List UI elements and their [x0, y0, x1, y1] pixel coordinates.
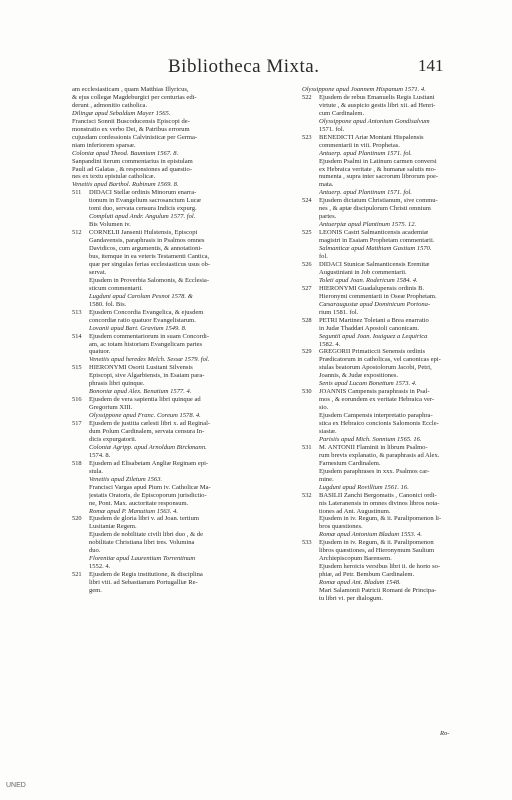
entry-line: Ejusdem de Regis institutione, & disciplina	[89, 571, 203, 579]
entry-line: M. ANTONII Flaminii in librum Psalmo-	[319, 443, 428, 451]
entry-line: 1582. 4.	[319, 340, 341, 348]
entry-line: rum brevis explanatio, & paraphrasis ad Alex.	[319, 451, 440, 459]
entry-line: LEONIS Castri Salmanticensis academiæ	[319, 229, 429, 237]
catalog-entry	[72, 460, 300, 516]
entry-line: libros quæstiones, ad Hieronymum Saulium	[319, 547, 435, 555]
library-watermark: UNED	[6, 782, 26, 789]
imprint-line: Cæsaraugustæ apud Dominicum Portona-	[319, 300, 431, 308]
entry-line: Ejusdem ad Elisabetam Angliæ Reginam epi-	[89, 459, 209, 467]
entry-line: mata.	[319, 181, 334, 189]
right-column	[302, 86, 462, 603]
entry-line: gem.	[89, 587, 102, 595]
entry-line: Ejusdem in iv. Regum, & ii. Paralipomenon	[319, 539, 434, 547]
entry-line: sticum commentarii.	[89, 284, 143, 292]
imprint-line: Dilingæ apud Sebaldum Mayer 1565.	[72, 109, 171, 117]
entry-line: DIDACI Stunicæ Salmanticensis Eremitæ	[319, 260, 430, 268]
entry-line: siastæ.	[319, 427, 337, 435]
entry-line: Archiepiscopum Barensem.	[319, 555, 392, 563]
imprint-line: Coloniæ Agripp. apud Arnoldum Birckmann.	[89, 443, 207, 451]
entry-line: partes.	[319, 213, 337, 221]
catalog-entry	[72, 86, 300, 189]
imprint-line: Antuerp. apud Plantinum 1571. fol.	[319, 149, 412, 157]
entry-line: Gregorium XIII.	[89, 404, 133, 412]
imprint-line: Olyssippone apud Franc. Coreum 1578. 4.	[89, 412, 201, 420]
entry-line: numenta , supra inter sacrorum librorum poe-	[319, 173, 439, 181]
entry-line: nobilitate Christiana libri tres. Volumina	[89, 539, 195, 547]
entry-line: dum Polum Cardinalem, servata censura In-	[89, 427, 205, 435]
entry-line: jestatis Oratoris, de Episcoporum jurisdictio-	[89, 491, 207, 499]
catalog-entry	[72, 396, 300, 420]
entry-number: 533	[302, 539, 312, 547]
entry-line: Farnesium Cardinalem.	[319, 459, 381, 467]
entry-line: ex Hebraica veritate , & humanæ salutis mo-	[319, 165, 437, 173]
entry-line: rium 1581. fol.	[319, 308, 359, 316]
catalog-entry	[72, 229, 300, 309]
entry-number: 518	[72, 459, 82, 467]
entry-line: cujusdam confessionis Calvinisticæ per Germa-	[72, 133, 198, 141]
entry-number: 522	[302, 93, 312, 101]
entry-line: commentarii in viii. Prophetas.	[319, 141, 400, 149]
catalog-entry	[302, 86, 462, 94]
entry-line: quatuor.	[89, 348, 111, 356]
imprint-line: Compluti apud Andr. Angulum 1577. fol.	[89, 213, 196, 221]
entry-line: & ejus collegæ Magdeburgici per centurias edi-	[72, 93, 197, 101]
entry-line: magistri in Esaiam Prophetam commentarii.	[319, 237, 435, 245]
entry-line: DIDACI Stellæ ordinis Minorum enarra-	[89, 189, 197, 197]
entry-line: HIERONYMI Guadalupensis ordinis B.	[319, 284, 425, 292]
imprint-line: Toleti apud Joan. Rodericum 1584. 4.	[319, 276, 418, 284]
entry-number: 525	[302, 229, 312, 237]
entry-line: stula.	[89, 467, 104, 475]
entry-line: in Judæ Thaddæi Apostoli canonicam.	[319, 324, 420, 332]
entry-line: BENEDICTI Ariæ Montani Hispalensis	[319, 133, 424, 141]
imprint-line: Senis apud Lucam Bonettum 1573. 4.	[319, 380, 417, 388]
imprint-line: Coloniæ apud Theod. Baumium 1567. 8.	[72, 149, 179, 157]
entry-number: 530	[302, 388, 312, 396]
entry-line: Ejusdem dictatum Christianum, sive commu-	[319, 197, 438, 205]
imprint-line: Romæ apud Ant. Bladum 1548.	[319, 579, 401, 587]
entry-line: Ejusdem commentariorum in suam Concordi-	[89, 332, 210, 340]
imprint-line: Bononiæ apud Alex. Benatium 1577. 4.	[89, 388, 192, 396]
entry-line: tionum in Evangelium sacrosanctum Lucæ	[89, 197, 202, 205]
entry-line: phiæ, ad Petr. Bembum Cardinalem.	[319, 571, 415, 579]
catalog-entry	[302, 539, 462, 603]
imprint-line: Parisiis apud Mich. Sonnium 1565. 16.	[319, 435, 422, 443]
entry-number: 515	[72, 364, 82, 372]
imprint-line: Antuerp. apud Plantinum 1571. fol.	[319, 189, 412, 197]
entry-line: dicis expurgatorii.	[89, 435, 137, 443]
entry-number: 512	[72, 229, 82, 237]
entry-line: quæ per singulas ferias ecclesiasticus usus ob-	[89, 260, 211, 268]
entry-line: Francisci Vargas apud Pium iv. Catholicæ Ma-	[89, 483, 211, 491]
entry-line: tiones ad Ant. Augustinum.	[319, 507, 391, 515]
imprint-line: Romæ apud Antonium Bladum 1553. 4.	[319, 531, 422, 539]
page-title: Bibliotheca Mixta.	[168, 56, 320, 77]
entry-line: Ejusdem paraphrases in xxx. Psalmos car-	[319, 467, 430, 475]
entry-line: GREGORII Primaticcii Senensis ordinis	[319, 348, 426, 356]
imprint-line: Olyssippone apud Antonium Gondisalvum	[319, 117, 430, 125]
catalog-entry	[302, 134, 462, 198]
entry-line: 1574. 8.	[89, 451, 111, 459]
entry-line: Ejusdem Campensis interpretatio paraphra-	[319, 412, 433, 420]
catalog-entry	[302, 492, 462, 540]
entry-line: servat.	[89, 268, 107, 276]
entry-number: 532	[302, 491, 312, 499]
catalog-entry	[72, 364, 300, 396]
imprint-line: Venetiis apud Barthol. Rubinum 1569. 8.	[72, 181, 179, 189]
catalog-entry	[302, 285, 462, 317]
entry-line: Mari Salamonii Patricii Romani de Principa-	[319, 587, 437, 595]
entry-line: phrasis libri quinque.	[89, 380, 145, 388]
entry-line: 1571. fol.	[319, 125, 345, 133]
catalog-entry	[302, 94, 462, 134]
imprint-line: Lugduni apud Rovillium 1561. 16.	[319, 483, 409, 491]
entry-line: virtute , & auspicio gestis libri xii. ad Henri-	[319, 101, 436, 109]
entry-line: Ejusdem heroicis versibus libri ii. de horto so-	[319, 563, 441, 571]
entry-line: Augustiniani in Job commentarii.	[319, 268, 407, 276]
entry-number: 511	[72, 189, 82, 197]
catalog-entry	[302, 444, 462, 492]
entry-number: 521	[72, 571, 82, 579]
entry-number: 516	[72, 396, 82, 404]
catalog-entry	[72, 515, 300, 571]
entry-line: Hieronymi commentarii in Oseæ Prophetam.	[319, 292, 437, 300]
entry-line: PETRI Martinez Toletani a Brea enarratio	[319, 316, 429, 324]
page-number: 141	[418, 56, 444, 75]
entry-line: bus, itemque in ea veteris Testamenti Cantica,	[89, 253, 210, 261]
entry-line: Ejusdem de vera sapientia libri quinque ad	[89, 396, 201, 404]
entry-number: 520	[72, 515, 82, 523]
imprint-line: Olyssippone apud Joannem Hispanum 1571. 4.	[302, 86, 426, 93]
entry-line: nis Lateranensis in omnes divinos libros nota-	[319, 499, 440, 507]
entry-line: stulas beatorum Apostolorum Jacobi, Petri,	[319, 364, 432, 372]
entry-line: fol.	[319, 253, 328, 261]
imprint-line: Venetiis apud heredes Melch. Sessæ 1579. fol.	[89, 356, 210, 364]
entry-line: am, ac totam historiam Evangelicam partes	[89, 340, 203, 348]
entry-line: Ejusdem de nobilitate civili libri duo , & de	[89, 531, 204, 539]
imprint-line: Seguntii apud Joan. Iouiguez a Lequirica	[319, 332, 428, 340]
entry-line: monstratio ex verbo Dei, & Patribus errorum	[72, 125, 190, 133]
entry-line: CORNELII Jansenii Hulstensis, Episcopi	[89, 229, 198, 237]
entry-line: tu libri vi. per dialogum.	[319, 595, 384, 602]
entry-number: 529	[302, 348, 312, 356]
entry-line: duo.	[89, 547, 101, 555]
entry-line: derunt , admonitio catholica.	[72, 101, 148, 109]
entry-line: Pauli ad Galatas , & responsiones ad quæstio-	[72, 165, 193, 173]
imprint-line: Lugduni apud Carolum Pesnot 1578. &	[89, 292, 193, 300]
entry-line: Ejusdem in iv. Regum, & ii. Paralipomenon li-	[319, 515, 442, 523]
entry-line: 1580. fol. Bis.	[89, 300, 127, 308]
entry-line: Ejusdem de gloria libri v. ad Joan. tertium	[89, 515, 199, 523]
entry-line: 1552. 4.	[89, 563, 111, 571]
catalog-entry	[302, 348, 462, 388]
entry-line: Ejusdem Concordia Evangelica, & ejusdem	[89, 308, 204, 316]
left-column	[72, 86, 300, 595]
entry-line: libri viii. ad Sebastianum Portugalliæ Re-	[89, 579, 198, 587]
entry-line: niam inferiorem sparsæ.	[72, 141, 136, 149]
entry-line: Davidicos, cum argumentis, & annotationi-	[89, 245, 203, 253]
catalog-entry	[72, 309, 300, 333]
entry-number: 524	[302, 197, 312, 205]
catalog-entry	[302, 197, 462, 229]
entry-line: Sanpandini iterum commentarius in epistulam	[72, 157, 193, 165]
entry-number: 526	[302, 260, 312, 268]
entry-number: 517	[72, 420, 82, 428]
catchword: Ro-	[440, 730, 450, 737]
entry-line: Ejusdem in Proverbia Salomonis, & Ecclesia-	[89, 276, 210, 284]
entry-line: nes , & aptæ discipulorum Christi omnium	[319, 205, 431, 213]
imprint-line: Venetiis apud Ziletum 1563.	[89, 475, 163, 483]
entry-line: mos , & eorundem ex veritate Hebraica ver-	[319, 396, 435, 404]
entry-number: 514	[72, 332, 82, 340]
entry-line: nes ex textu epistulæ catholicæ.	[72, 173, 156, 181]
entry-line: am ecclesiasticam , quam Matthias Illyricus,	[72, 86, 189, 93]
entry-line: Gandavensis, paraphrasis in Psalmos omnes	[89, 237, 205, 245]
catalog-entry	[72, 571, 300, 595]
entry-line: ne, Pont. Max. auctoritate responsum.	[89, 499, 189, 507]
entry-line: sio.	[319, 404, 329, 412]
entry-line: stica ex Hebraico concionis Salomonis Eccle-	[319, 420, 439, 428]
entry-line: Ejusdem de justitia cælesti libri x. ad Reginal-	[89, 420, 211, 428]
entry-line: JOANNIS Campensis paraphrasis in Psal-	[319, 388, 430, 396]
entry-line: Ejusdem Psalmi in Latinum carmen conversi	[319, 157, 437, 165]
imprint-line: Florentiæ apud Laurentium Torrentinum	[89, 555, 196, 563]
entry-line: HIERONYMI Osorii Lusitani Silvensis	[89, 364, 193, 372]
entry-line: Joannis, & Judæ expositiones.	[319, 372, 399, 380]
entry-line: Episcopi, sive Algarbiensis, in Esaiam para-	[89, 372, 205, 380]
entry-line: Lusitaniæ Regem.	[89, 523, 137, 531]
catalog-entry	[72, 333, 300, 365]
entry-number: 527	[302, 284, 312, 292]
entry-number: 528	[302, 316, 312, 324]
entry-line: tomi duo, servata censura Indicis expurg.	[89, 205, 197, 213]
page-header	[0, 56, 512, 82]
catalog-entry	[72, 189, 300, 229]
imprint-line: Salmanticæ apud Matthiam Gastium 1570.	[319, 245, 432, 253]
entry-line: bros quæstiones.	[319, 523, 363, 531]
entry-line: concordiæ ratio quatuor Evangelistarum.	[89, 316, 196, 324]
entry-line: mine.	[319, 475, 334, 483]
entry-line: cum Cardinalem.	[319, 109, 365, 117]
entry-number: 531	[302, 443, 312, 451]
entry-line: Bis Volumen iv.	[89, 221, 131, 229]
entry-line: Ejusdem de rebus Emanuelis Regis Lusitani	[319, 93, 435, 101]
catalog-entry	[302, 317, 462, 349]
catalog-entry	[72, 420, 300, 460]
catalog-entry	[302, 229, 462, 261]
catalog-entry	[302, 261, 462, 285]
imprint-line: Romæ apud P. Manutium 1563. 4.	[89, 507, 178, 515]
imprint-line: Lovanii apud Bart. Gravium 1549. 8.	[89, 324, 187, 332]
catalog-entry	[302, 388, 462, 444]
entry-line: Francisci Sonnii Buscoducensis Episcopi de-	[72, 117, 190, 125]
entry-line: Prædicatorum in catholicas, vel canonicas epi-	[319, 356, 441, 364]
imprint-line: Antuerpiæ apud Plantinum 1575. 12.	[319, 221, 417, 229]
entry-number: 523	[302, 133, 312, 141]
entry-line: BASILII Zanchi Bergomatis , Canonici ordi-	[319, 491, 437, 499]
entry-number: 513	[72, 308, 82, 316]
